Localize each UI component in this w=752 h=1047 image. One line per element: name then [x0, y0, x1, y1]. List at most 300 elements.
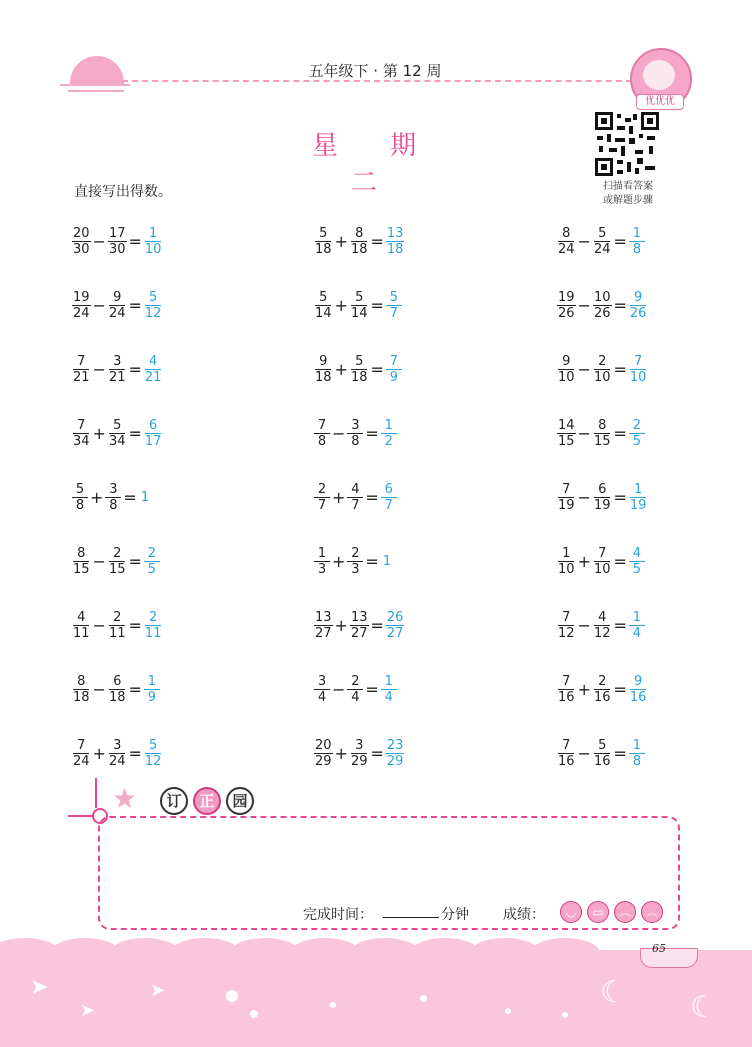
time-blank[interactable]: [383, 917, 439, 918]
equals-sign: =: [365, 551, 379, 571]
fraction: [314, 546, 330, 577]
denominator: 7: [317, 497, 327, 513]
denominator: 5: [632, 433, 642, 449]
denominator: 12: [144, 305, 162, 321]
fraction: [557, 290, 576, 321]
denominator: 8: [351, 433, 360, 449]
numerator: 3: [314, 674, 330, 690]
equals-sign: =: [128, 359, 142, 379]
numerator: 1: [629, 738, 645, 754]
numerator: 2: [347, 674, 363, 690]
answer-fraction: [386, 738, 405, 769]
denominator: 21: [108, 369, 126, 385]
numerator: 7: [558, 674, 574, 690]
numerator: 23: [386, 737, 404, 753]
qr-caption: 扫描看答案 或解题步骤: [603, 181, 653, 206]
denominator: 16: [593, 689, 611, 705]
fraction: [314, 610, 333, 641]
equals-sign: =: [370, 359, 384, 379]
fraction: [72, 418, 91, 449]
numerator: 17: [108, 225, 126, 241]
header-title: 五年级下 · 第 12 周: [308, 62, 442, 80]
denominator: 16: [558, 753, 575, 769]
numerator: 2: [314, 482, 330, 498]
denominator: 10: [629, 369, 647, 385]
denominator: 24: [558, 241, 575, 257]
denominator: 18: [315, 369, 332, 385]
bubble-icon: [562, 1012, 568, 1018]
numerator: 10: [593, 289, 611, 305]
equals-sign: =: [613, 551, 627, 571]
operator: −: [92, 551, 106, 571]
numerator: 5: [109, 418, 125, 434]
problem: [72, 669, 160, 709]
numerator: 6: [109, 674, 125, 690]
operator: −: [332, 679, 346, 699]
numerator: 7: [558, 482, 574, 498]
problem: [557, 733, 645, 773]
answer-fraction: [629, 482, 648, 513]
denominator: 7: [351, 497, 360, 513]
numerator: 20: [73, 225, 90, 241]
answer-fraction: [629, 738, 645, 769]
fraction: [314, 226, 333, 257]
fraction: [108, 674, 127, 705]
numerator: 20: [315, 737, 332, 753]
problem: [72, 413, 162, 453]
operator: +: [332, 487, 346, 507]
denominator: 18: [315, 241, 332, 257]
denominator: 21: [144, 369, 162, 385]
numerator: 2: [109, 610, 125, 626]
denominator: 26: [593, 305, 611, 321]
denominator: 29: [386, 753, 404, 769]
page-number: 65: [652, 942, 666, 955]
fraction: [593, 610, 612, 641]
denominator: 34: [73, 433, 90, 449]
problem: [314, 221, 404, 261]
problem: [557, 285, 647, 325]
denominator: 10: [593, 369, 611, 385]
fish-icon: ➤: [150, 980, 166, 1001]
operator: +: [92, 423, 106, 443]
denominator: 26: [558, 305, 575, 321]
denominator: 4: [632, 625, 642, 641]
answer-fraction: [144, 546, 160, 577]
numerator: 5: [386, 290, 402, 306]
operator: −: [577, 231, 591, 251]
laugh-face-icon[interactable]: ◡: [560, 901, 582, 923]
answer-fraction: [144, 738, 163, 769]
problem: [557, 605, 645, 645]
denominator: 14: [315, 305, 332, 321]
operator: +: [90, 487, 104, 507]
denominator: 19: [629, 497, 647, 513]
fraction: [347, 546, 363, 577]
numerator: 5: [145, 738, 161, 754]
numerator: 1: [381, 418, 397, 434]
fraction: [593, 546, 612, 577]
equals-sign: =: [370, 743, 384, 763]
problem: [314, 541, 391, 581]
answer-fraction: [629, 674, 648, 705]
fraction: [314, 738, 333, 769]
denominator: 10: [593, 561, 611, 577]
problem: [72, 605, 162, 645]
numerator: 7: [594, 546, 610, 562]
denominator: 7: [384, 497, 393, 513]
numerator: 9: [630, 674, 646, 690]
numerator: 13: [350, 609, 368, 625]
star-icon: ★: [112, 782, 138, 815]
numerator: 1: [314, 546, 330, 562]
operator: +: [334, 359, 348, 379]
bubble-icon: [420, 995, 427, 1002]
denominator: 14: [350, 305, 368, 321]
numerator: 3: [347, 418, 363, 434]
numerator: 5: [315, 226, 331, 242]
numerator: 4: [145, 354, 161, 370]
fraction: [314, 290, 333, 321]
numerator: 5: [594, 738, 610, 754]
answer-fraction: [386, 290, 402, 321]
numerator: 5: [351, 290, 367, 306]
answer-fraction: [629, 610, 645, 641]
fraction: [108, 418, 127, 449]
numerator: 5: [594, 226, 610, 242]
fraction: [108, 290, 127, 321]
numerator: 2: [594, 354, 610, 370]
denominator: 18: [386, 241, 404, 257]
operator: −: [577, 743, 591, 763]
correction-char: 订: [160, 787, 188, 815]
problem: [314, 733, 404, 773]
numerator: 2: [145, 610, 161, 626]
denominator: 24: [593, 241, 611, 257]
numerator: 5: [72, 482, 88, 498]
answer-fraction: [144, 674, 160, 705]
denominator: 18: [73, 689, 90, 705]
denominator: 8: [632, 753, 642, 769]
mascot-face-icon: [643, 60, 675, 90]
numerator: 2: [594, 674, 610, 690]
numerator: 5: [351, 354, 367, 370]
answer-fraction: [629, 290, 648, 321]
numerator: 2: [347, 546, 363, 562]
fraction: [72, 482, 88, 513]
denominator: 27: [315, 625, 332, 641]
answer-fraction: [144, 290, 163, 321]
fraction: [314, 418, 330, 449]
wave-decoration: [530, 938, 600, 968]
denominator: 21: [73, 369, 90, 385]
fraction: [72, 674, 91, 705]
denominator: 12: [558, 625, 575, 641]
denominator: 24: [73, 753, 90, 769]
fraction: [108, 738, 127, 769]
answer-fraction: [629, 546, 645, 577]
problem: [557, 541, 645, 581]
equals-sign: =: [128, 423, 142, 443]
correction-char: 园: [226, 787, 254, 815]
denominator: 8: [109, 497, 118, 513]
fraction: [593, 738, 612, 769]
denominator: 9: [389, 369, 399, 385]
answer-fraction: [629, 418, 645, 449]
operator: +: [577, 551, 591, 571]
denominator: 9: [147, 689, 157, 705]
problem: [557, 477, 647, 517]
sunset-decoration: [70, 56, 124, 84]
answer-fraction: [386, 226, 405, 257]
fraction: [314, 482, 330, 513]
operator: −: [577, 359, 591, 379]
equals-sign: =: [365, 679, 379, 699]
denominator: 8: [317, 433, 327, 449]
numerator: 5: [145, 290, 161, 306]
denominator: 34: [108, 433, 126, 449]
denominator: 10: [558, 561, 575, 577]
sad-face-icon[interactable]: ︵: [641, 901, 663, 923]
denominator: 15: [73, 561, 90, 577]
denominator: 12: [593, 625, 611, 641]
denominator: 26: [629, 305, 647, 321]
denominator: 11: [73, 625, 90, 641]
numerator: 9: [109, 290, 125, 306]
bubble-icon: [330, 1002, 336, 1008]
fraction: [72, 290, 91, 321]
fraction: [593, 354, 612, 385]
denominator: 27: [386, 625, 404, 641]
denominator: 15: [108, 561, 126, 577]
operator: +: [92, 743, 106, 763]
qr-code-icon[interactable]: [595, 112, 659, 176]
numerator: 13: [315, 609, 332, 625]
fraction: [72, 226, 91, 257]
operator: +: [577, 679, 591, 699]
equals-sign: =: [613, 743, 627, 763]
numerator: 26: [386, 609, 404, 625]
denominator: 12: [144, 753, 162, 769]
numerator: 2: [629, 418, 645, 434]
denominator: 3: [317, 561, 327, 577]
problem: [72, 285, 162, 325]
numerator: 19: [558, 289, 575, 305]
fraction: [314, 354, 333, 385]
equals-sign: =: [128, 743, 142, 763]
fraction: [593, 418, 612, 449]
fraction: [557, 418, 576, 449]
denominator: 24: [108, 753, 126, 769]
answer-fraction: [386, 354, 402, 385]
fraction: [350, 738, 369, 769]
answer-fraction: [629, 354, 648, 385]
denominator: 18: [350, 369, 368, 385]
fish-icon: ➤: [30, 975, 49, 1000]
numerator: 6: [145, 418, 161, 434]
correction-char: 正: [193, 787, 221, 815]
mascot-label: 优优优: [636, 94, 684, 110]
numerator: 7: [314, 418, 330, 434]
answer-fraction: [386, 610, 405, 641]
numerator: 3: [109, 738, 125, 754]
operator: −: [92, 615, 106, 635]
fraction: [108, 226, 127, 257]
fraction: [72, 546, 91, 577]
numerator: 4: [594, 610, 610, 626]
denominator: 16: [558, 689, 575, 705]
problem: [72, 541, 160, 581]
numerator: 7: [386, 354, 402, 370]
operator: +: [334, 743, 348, 763]
problem: [557, 413, 645, 453]
answer-fraction: [381, 674, 397, 705]
problem: [72, 477, 149, 517]
fraction: [593, 226, 612, 257]
problem: [72, 349, 162, 389]
fraction: [350, 290, 369, 321]
fraction: [347, 674, 363, 705]
equals-sign: =: [613, 615, 627, 635]
operator: +: [334, 231, 348, 251]
numerator: 14: [558, 417, 575, 433]
problem: [314, 285, 402, 325]
problem: [314, 413, 397, 453]
denominator: 7: [389, 305, 399, 321]
denominator: 15: [558, 433, 575, 449]
denominator: 27: [350, 625, 368, 641]
bubble-icon: [250, 1010, 258, 1018]
numerator: 19: [73, 289, 90, 305]
equals-sign: =: [128, 295, 142, 315]
problem: [557, 349, 647, 389]
denominator: 8: [75, 497, 85, 513]
problem: [314, 669, 397, 709]
numerator: 1: [381, 674, 397, 690]
answer-fraction: [144, 226, 163, 257]
fraction: [108, 546, 127, 577]
equals-sign: =: [370, 231, 384, 251]
numerator: 4: [629, 546, 645, 562]
instruction: 直接写出得数。: [74, 184, 172, 200]
numerator: 6: [381, 482, 397, 498]
denominator: 18: [108, 689, 126, 705]
time-label: 完成时间：: [303, 907, 373, 923]
fraction: [105, 482, 121, 513]
fraction: [350, 226, 369, 257]
fraction: [350, 354, 369, 385]
numerator: 7: [558, 610, 574, 626]
operator: −: [577, 423, 591, 443]
numerator: 8: [594, 418, 610, 434]
fraction: [72, 610, 91, 641]
numerator: 7: [630, 354, 646, 370]
numerator: 1: [629, 226, 645, 242]
equals-sign: =: [370, 295, 384, 315]
numerator: 3: [351, 738, 367, 754]
operator: +: [332, 551, 346, 571]
fraction: [593, 482, 612, 513]
bubble-icon: [226, 990, 238, 1002]
fraction: [350, 610, 369, 641]
answer-fraction: [144, 354, 163, 385]
problem: [72, 733, 162, 773]
operator: −: [332, 423, 346, 443]
denominator: 19: [558, 497, 575, 513]
problem: [314, 349, 402, 389]
equals-sign: =: [128, 679, 142, 699]
problem: [557, 221, 645, 261]
numerator: 8: [73, 674, 89, 690]
denominator: 10: [144, 241, 162, 257]
frown-face-icon[interactable]: ︵: [614, 901, 636, 923]
fraction: [347, 418, 363, 449]
equals-sign: =: [128, 231, 142, 251]
fish-icon: ➤: [80, 1000, 96, 1021]
denominator: 17: [144, 433, 162, 449]
denominator: 5: [632, 561, 642, 577]
horizon-line: [68, 90, 124, 92]
fraction: [593, 290, 612, 321]
answer-whole: 1: [140, 489, 150, 505]
fraction: [557, 738, 576, 769]
grin-face-icon[interactable]: ▭: [587, 901, 609, 923]
answer-fraction: [629, 226, 645, 257]
fraction: [72, 354, 91, 385]
numerator: 1: [629, 610, 645, 626]
denominator: 4: [384, 689, 393, 705]
denominator: 2: [384, 433, 393, 449]
fraction: [347, 482, 363, 513]
problem: [314, 477, 397, 517]
denominator: 29: [315, 753, 332, 769]
denominator: 10: [558, 369, 575, 385]
denominator: 4: [351, 689, 360, 705]
score-label: 成绩：: [503, 907, 545, 923]
fraction: [108, 610, 127, 641]
equals-sign: =: [613, 295, 627, 315]
denominator: 16: [629, 689, 647, 705]
operator: −: [577, 295, 591, 315]
operator: −: [577, 615, 591, 635]
denominator: 5: [147, 561, 157, 577]
numerator: 3: [105, 482, 121, 498]
numerator: 3: [109, 354, 125, 370]
denominator: 30: [73, 241, 90, 257]
numerator: 2: [109, 546, 125, 562]
time-unit: 分钟: [441, 907, 469, 923]
equals-sign: =: [123, 487, 137, 507]
fraction: [314, 674, 330, 705]
numerator: 9: [630, 290, 646, 306]
fraction: [108, 354, 127, 385]
operator: +: [334, 615, 348, 635]
operator: −: [92, 231, 106, 251]
answer-whole: 1: [382, 553, 392, 569]
equals-sign: =: [370, 615, 384, 635]
denominator: 24: [73, 305, 90, 321]
numerator: 8: [351, 226, 367, 242]
answer-fraction: [144, 610, 163, 641]
fraction: [557, 546, 576, 577]
equals-sign: =: [613, 487, 627, 507]
operator: −: [92, 359, 106, 379]
answer-fraction: [381, 482, 397, 513]
denominator: 29: [350, 753, 368, 769]
numerator: 8: [73, 546, 89, 562]
denominator: 30: [108, 241, 126, 257]
fraction: [72, 738, 91, 769]
